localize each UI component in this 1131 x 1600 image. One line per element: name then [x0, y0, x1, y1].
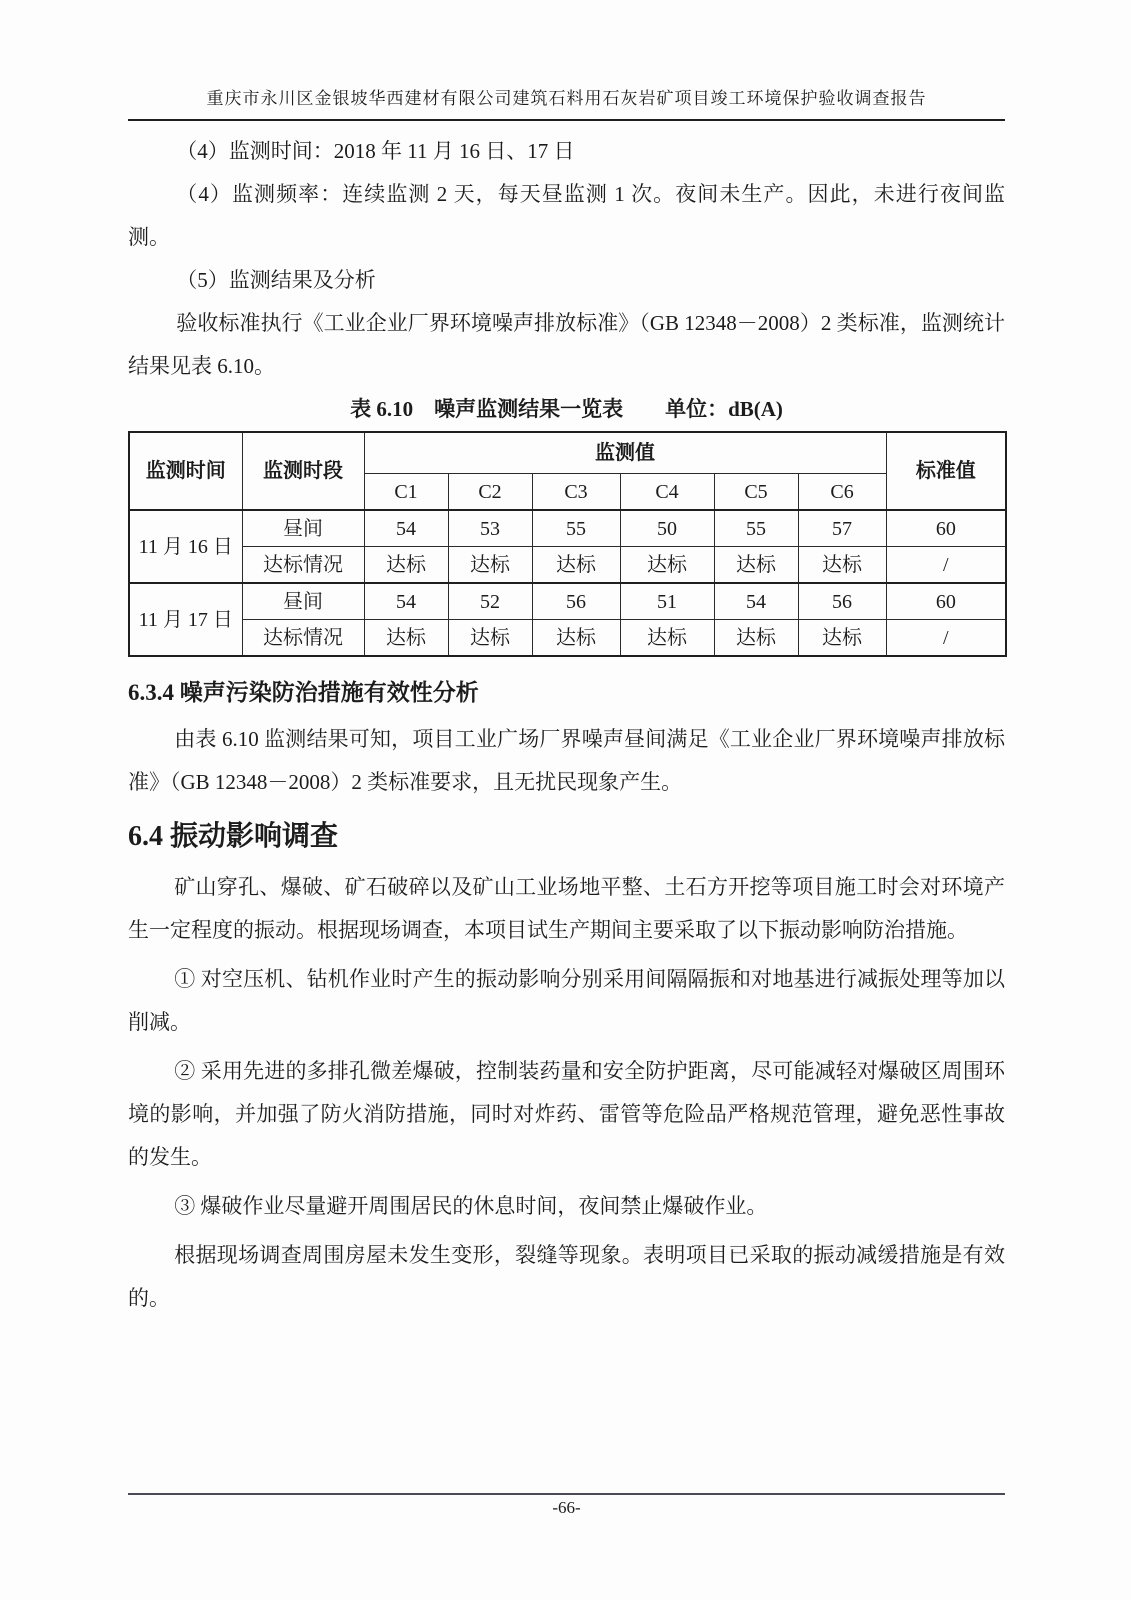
- value-cell: 54: [714, 583, 798, 620]
- value-cell: 达标: [714, 547, 798, 584]
- noise-monitoring-table: [128, 431, 1007, 657]
- period-cell: 昼间: [242, 510, 364, 547]
- period-cell: 达标情况: [242, 620, 364, 657]
- document-header: [128, 84, 1005, 121]
- period-cell: 昼间: [242, 583, 364, 620]
- page-number: -66-: [552, 1498, 581, 1517]
- col-header-point-c4: C4: [620, 474, 714, 511]
- period-cell: 达标情况: [242, 547, 364, 584]
- standard-cell: /: [886, 620, 1006, 657]
- value-cell: 52: [448, 583, 532, 620]
- value-cell: 54: [364, 510, 448, 547]
- col-header-value-group: 监测值: [364, 432, 886, 474]
- header-title: 重庆市永川区金银坡华西建材有限公司建筑石料用石灰岩矿项目竣工环境保护验收调查报告: [206, 89, 927, 108]
- value-cell: 达标: [532, 620, 620, 657]
- value-cell: 达标: [620, 547, 714, 584]
- col-header-point-c6: C6: [798, 474, 886, 511]
- value-cell: 达标: [448, 547, 532, 584]
- standard-cell: 60: [886, 583, 1006, 620]
- value-cell: 达标: [532, 547, 620, 584]
- table-row: [129, 620, 1006, 657]
- table-title: 表 6.10 噪声监测结果一览表 单位：dB(A): [350, 397, 783, 421]
- table-row: [129, 583, 1006, 620]
- value-cell: 55: [714, 510, 798, 547]
- value-cell: 达标: [448, 620, 532, 657]
- value-cell: 达标: [798, 620, 886, 657]
- section-6-4-item-3: ③ 爆破作业尽量避开周围居民的休息时间，夜间禁止爆破作业。: [174, 1194, 768, 1218]
- value-cell: 53: [448, 510, 532, 547]
- value-cell: 50: [620, 510, 714, 547]
- date-cell: 11 月 17 日: [129, 583, 242, 656]
- table-row: [129, 547, 1006, 584]
- table-row: [129, 510, 1006, 547]
- col-header-time: 监测时间: [129, 432, 242, 510]
- section-heading-6-4: 6.4 振动影响调查: [128, 821, 339, 852]
- date-cell: 11 月 16 日: [129, 510, 242, 583]
- value-cell: 56: [532, 583, 620, 620]
- section-heading-6-3-4: 6.3.4 噪声污染防治措施有效性分析: [128, 680, 479, 705]
- section-6-4-intro: 矿山穿孔、爆破、矿石破碎以及矿山工业场地平整、土石方开挖等项目施工时会对环境产生一定程度的振动。根据现场调查，本项目试生产期间主要采取了以下振动影响防治措施。: [128, 875, 1005, 942]
- col-header-point-c1: C1: [364, 474, 448, 511]
- section-6-4-item-1: ① 对空压机、钻机作业时产生的振动影响分别采用间隔隔振和对地基进行减振处理等加以削减。: [128, 967, 1005, 1034]
- standard-cell: /: [886, 547, 1006, 584]
- value-cell: 达标: [714, 620, 798, 657]
- paragraph-standard: 验收标准执行《工业企业厂界环境噪声排放标准》（GB 12348－2008）2 类标准，监测统计结果见表 6.10。: [128, 311, 1005, 378]
- value-cell: 51: [620, 583, 714, 620]
- value-cell: 达标: [364, 547, 448, 584]
- standard-cell: 60: [886, 510, 1006, 547]
- document-body: [128, 130, 1005, 1320]
- section-6-4-item-2: ② 采用先进的多排孔微差爆破，控制装药量和安全防护距离，尽可能减轻对爆破区周围环境的影响，并加强了防火消防措施，同时对炸药、雷管等危险品严格规范管理，避免恶性事故的发生。: [128, 1059, 1005, 1169]
- section-6-3-4-paragraph: 由表 6.10 监测结果可知，项目工业广场厂界噪声昼间满足《工业企业厂界环境噪声排放标准》（GB 12348－2008）2 类标准要求，且无扰民现象产生。: [128, 727, 1005, 794]
- col-header-point-c2: C2: [448, 474, 532, 511]
- footer-rule: [128, 1493, 1005, 1495]
- col-header-point-c3: C3: [532, 474, 620, 511]
- value-cell: 达标: [798, 547, 886, 584]
- paragraph-monitor-frequency: （4）监测频率：连续监测 2 天，每天昼监测 1 次。夜间未生产。因此，未进行夜间监测。: [128, 182, 1005, 249]
- col-header-period: 监测时段: [242, 432, 364, 510]
- paragraph-monitor-time: （4）监测时间：2018 年 11 月 16 日、17 日: [176, 139, 575, 163]
- value-cell: 57: [798, 510, 886, 547]
- value-cell: 达标: [620, 620, 714, 657]
- paragraph-monitor-result: （5）监测结果及分析: [176, 268, 376, 292]
- section-6-4-conclusion: 根据现场调查周围房屋未发生变形，裂缝等现象。表明项目已采取的振动减缓措施是有效的。: [128, 1243, 1005, 1310]
- col-header-standard: 标准值: [886, 432, 1006, 510]
- value-cell: 54: [364, 583, 448, 620]
- col-header-point-c5: C5: [714, 474, 798, 511]
- value-cell: 55: [532, 510, 620, 547]
- value-cell: 达标: [364, 620, 448, 657]
- value-cell: 56: [798, 583, 886, 620]
